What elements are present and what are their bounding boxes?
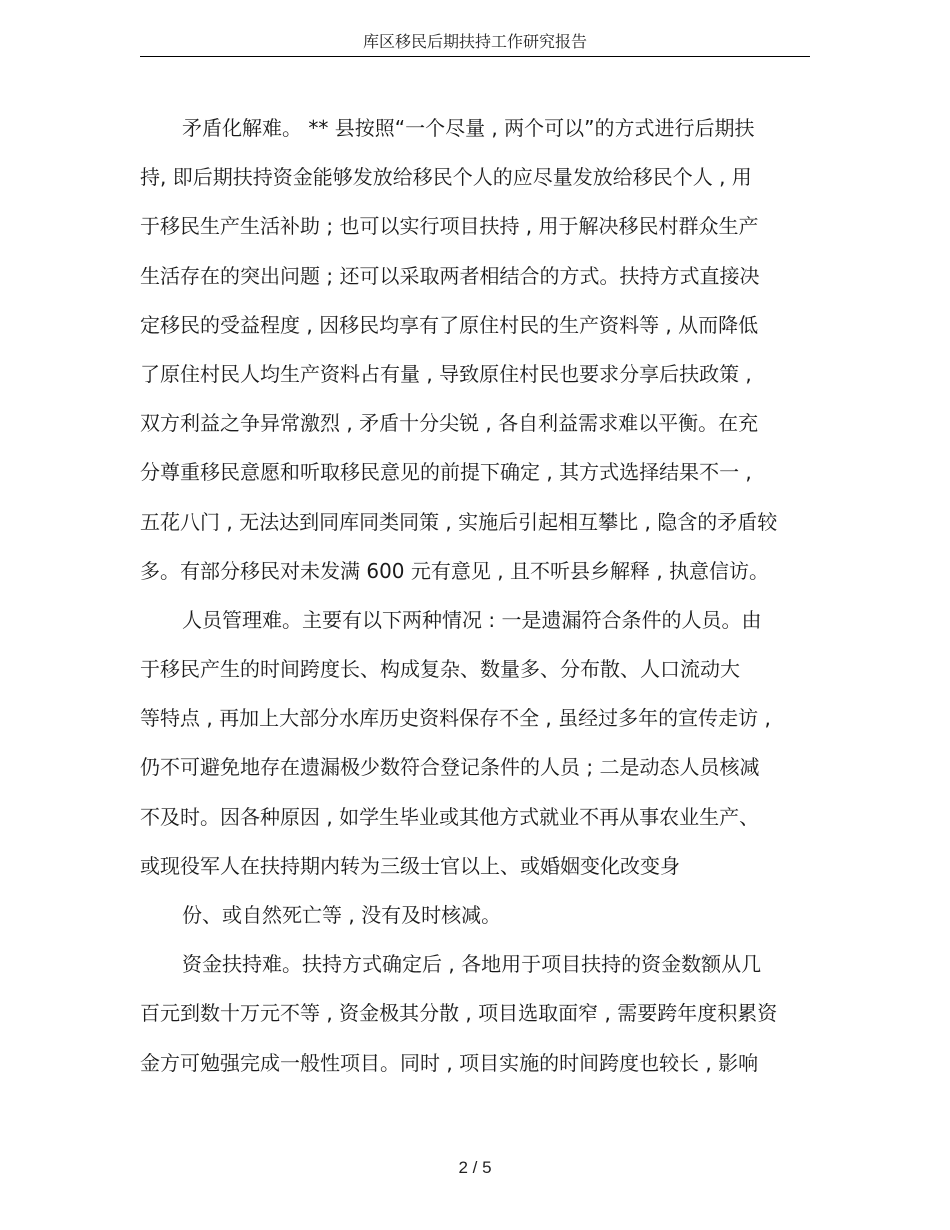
text-line: 金方可勉强完成一般性项目。同时 , 项目实施的时间跨度也较长 , 影响 xyxy=(140,1050,759,1075)
text-line: 人员管理难。主要有以下两种情况 : 一是遗漏符合条件的人员。由 xyxy=(182,607,762,632)
text-line: 份、或自然死亡等 , 没有及时核减。 xyxy=(182,903,502,927)
text-line: 了原住村民人均生产资料占有量 , 导致原住村民也要求分享后扶政策 , xyxy=(140,361,752,386)
text-line: 资金扶持难。扶持方式确定后 , 各地用于项目扶持的资金数额从几 xyxy=(182,952,762,977)
text-line: 仍不可避免地存在遗漏极少数符合登记条件的人员 ; 二是动态人员核减 xyxy=(140,755,760,780)
text-line: 或现役军人在扶持期内转为三级士官以上、或婚姻变化改变身 xyxy=(140,853,680,878)
page-number: 2 / 5 xyxy=(458,1158,492,1177)
page-header-title: 库区移民后期扶持工作研究报告 xyxy=(362,32,587,51)
text-line: 百元到数十万元不等 , 资金极其分散 , 项目选取面窄 , 需要跨年度积累资 xyxy=(140,1001,778,1026)
text-line: 持, 即后期扶持资金能够发放给移民个人的应尽量发放给移民个人 , 用 xyxy=(140,165,752,190)
text-line: 于移民生产生活补助 ; 也可以实行项目扶持 , 用于解决移民村群众生产 xyxy=(140,214,759,239)
text-line: 等特点 , 再加上大部分水库历史资料保存不全 , 虽经过多年的宣传走访 , xyxy=(140,706,771,731)
text-line: 矛盾化解难。 ** 县按照“一个尽量 , 两个可以”的方式进行后期扶 xyxy=(182,116,755,140)
header-divider xyxy=(140,56,810,57)
text-line: 不及时。因各种原因 , 如学生毕业或其他方式就业不再从事农业生产、 xyxy=(140,804,760,829)
text-line: 五花八门 , 无法达到同库同类同策 , 实施后引起相互攀比 , 隐含的矛盾较 xyxy=(140,509,778,534)
text-line: 于移民产生的时间跨度长、构成复杂、数量多、分布散、人口流动大 xyxy=(140,657,740,682)
text-line: 多。有部分移民对未发满 600 元有意见 , 且不听县乡解释 , 执意信访。 xyxy=(140,558,770,583)
text-line: 分尊重移民意愿和听取移民意见的前提下确定 , 其方式选择结果不一 , xyxy=(140,460,752,485)
text-line: 定移民的受益程度 , 因移民均享有了原住村民的生产资料等 , 从而降低 xyxy=(140,312,759,337)
body-text xyxy=(140,110,812,1094)
text-line: 双方利益之争异常激烈 , 矛盾十分尖锐 , 各自利益需求难以平衡。在充 xyxy=(140,411,759,436)
text-line: 生活存在的突出问题 ; 还可以采取两者相结合的方式。扶持方式直接决 xyxy=(140,263,760,288)
